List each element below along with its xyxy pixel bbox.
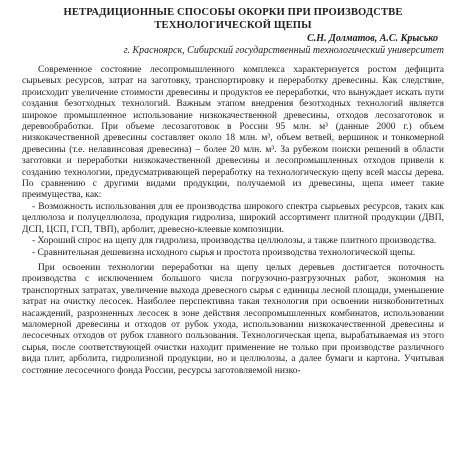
paper-title bbox=[22, 6, 444, 32]
title-line-2: ТЕХНОЛОГИЧЕСКОЙ ЩЕПЫ bbox=[154, 20, 312, 31]
affiliation: г. Красноярск, Сибирский государственный технологический университет bbox=[123, 45, 444, 56]
paragraph-whole-tree-chipping: При освоении технологии переработки на щепу целых деревьев достигается поточность производства с исключением большого числа погрузочно-разгрузочных работ, экономия на транспортных затратах, увеличение выхода древесного сырья с единицы лесной площади, уменьшение затрат на очистку лесосек. Наиболее перспективна такая технология при освоении низкобонитетных насаждений, разрозненных лесосек в зоне действия лесопромышленных комбинатов, использовании маломерной древесины и отходов от рубок ухода, использовании низкокачественной древесины и лесосечных отходов от рубок главного пользования. Технологическая щепа, вырабатываемая из этого сырья, после соответствующей очистки находит применение не только при производстве различного вида плит, арболита, гидролизной продукции, но и целлюлозы, а далее бумаги и картона. Учитывая состояние лесосечного фонда России, ресурсы заготовляемой низко- bbox=[22, 262, 444, 376]
bullet-demand: - Хороший спрос на щепу для гидролиза, производства целлюлозы, а также плитного производства. bbox=[32, 236, 437, 247]
bullet-raw-material: - Возможность использования для ее производства широкого спектра сырьевых ресурсов, таких как целлюлоза и полуцеллюлоза, продукция гидролиза, широкий ассортимент плитной продукции (ДВП, ДСП, ЦСП, ГСП, ТВП), арболит, древесно-клеевые композиции. bbox=[22, 201, 444, 235]
title-line-1: НЕТРАДИЦИОННЫЕ СПОСОБЫ ОКОРКИ ПРИ ПРОИЗВОДСТВЕ bbox=[63, 7, 403, 18]
bullet-cheapness: - Сравнительная дешевизна исходного сырья и простота производства технологической щепы. bbox=[32, 247, 416, 258]
paragraph-intro: Современное состояние лесопромышленного комплекса характеризуется ростом дефицита сырьевых ресурсов, затрат на заготовку, транспортировку и переработку древесины. Как следствие, происходит увеличение стоимости древесины и продуктов ее переработки, что вынуждает искать пути создания безотходных технологий. Важным этапом внедрения безотходных технологий является широкое промышленное использование низкокачественной древесины, отходов лесозаготовок и деревообработки. При объеме лесозаготовок в России 95 млн. м³ (данные 2000 г.) объем низкокачественной древесины составляет около 18 млн. м³, объем ветвей, вершинок и тонкомерной древесины (т.е. нелавинсовая древесина) – более 20 млн. м³. За рубежом поиски решений в области заготовки и переработки низкокачественной древесины и лесопромышленных отходов привели к созданию технологии, предусматривающей переработку на технологическую щепу всей массы дерева. По сравнению с другими видами продукции, получаемой из древесины, щепа имеет такие преимущества, как: bbox=[22, 65, 444, 201]
authors: С.Н. Долматов, А.С. Крысько bbox=[307, 33, 438, 44]
